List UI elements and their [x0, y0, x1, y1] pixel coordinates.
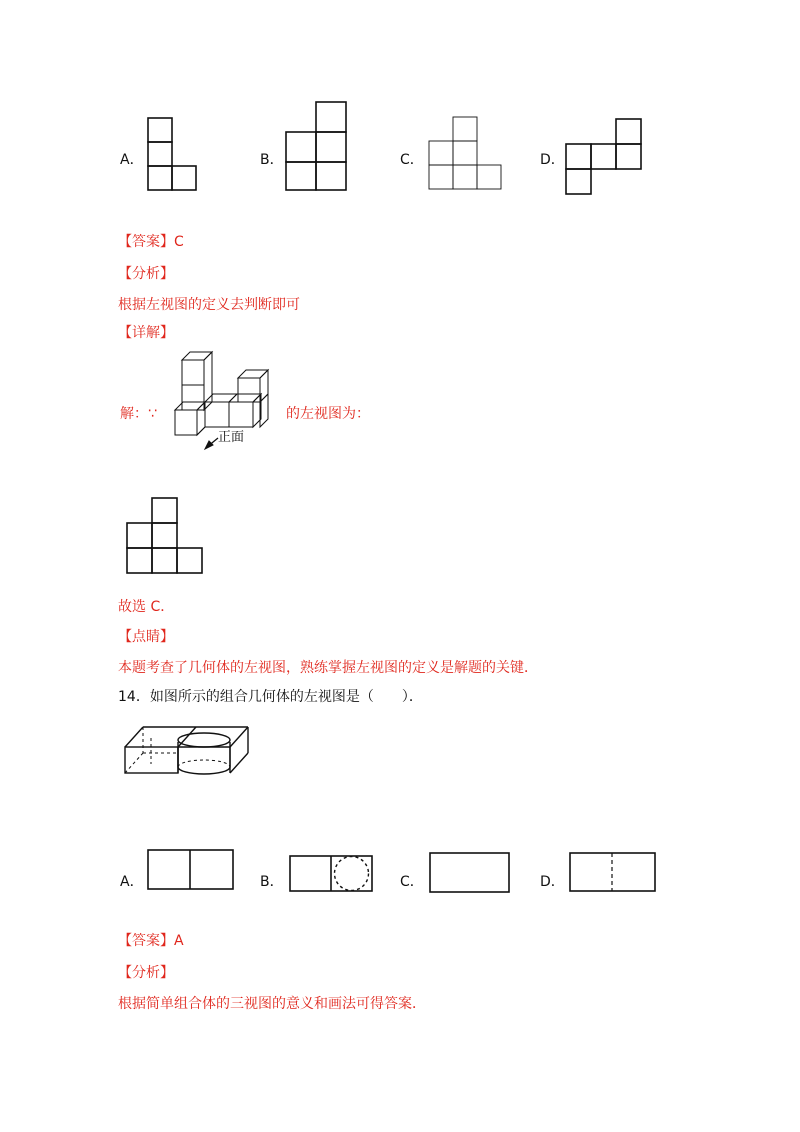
- q14-option-a-label: A．: [120, 874, 144, 890]
- q13-option-a-label: A．: [120, 152, 144, 168]
- q13-option-c-label: C．: [400, 152, 424, 168]
- q13-option-d-label: D．: [540, 152, 565, 168]
- q13-analysis-heading: 【分析】: [118, 266, 174, 282]
- q13-front-label: 正面: [218, 430, 245, 445]
- q13-detail-prefix: 解：∵: [120, 406, 157, 422]
- q13-comment-heading: 【点睛】: [118, 629, 174, 645]
- q13-option-b-label: B．: [260, 152, 284, 168]
- q13-conclusion: 故选 C．: [118, 599, 175, 615]
- q14-option-c-label: C．: [400, 874, 424, 890]
- q14-analysis-text: 根据简单组合体的三视图的意义和画法可得答案．: [118, 996, 426, 1012]
- q13-comment-text: 本题考查了几何体的左视图，熟练掌握左视图的定义是解题的关键．: [118, 660, 538, 676]
- q13-answer: 【答案】C: [118, 234, 184, 250]
- q14-analysis-heading: 【分析】: [118, 965, 174, 981]
- q13-detail-heading: 【详解】: [118, 325, 174, 341]
- q14-option-b-label: B．: [260, 874, 284, 890]
- q14-answer: 【答案】A: [118, 933, 184, 949]
- q13-analysis-text: 根据左视图的定义去判断即可: [118, 297, 300, 313]
- q14-question-text: 14．如图所示的组合几何体的左视图是（ ）．: [118, 689, 423, 705]
- q14-option-d-label: D．: [540, 874, 565, 890]
- q13-detail-suffix: 的左视图为：: [286, 406, 370, 422]
